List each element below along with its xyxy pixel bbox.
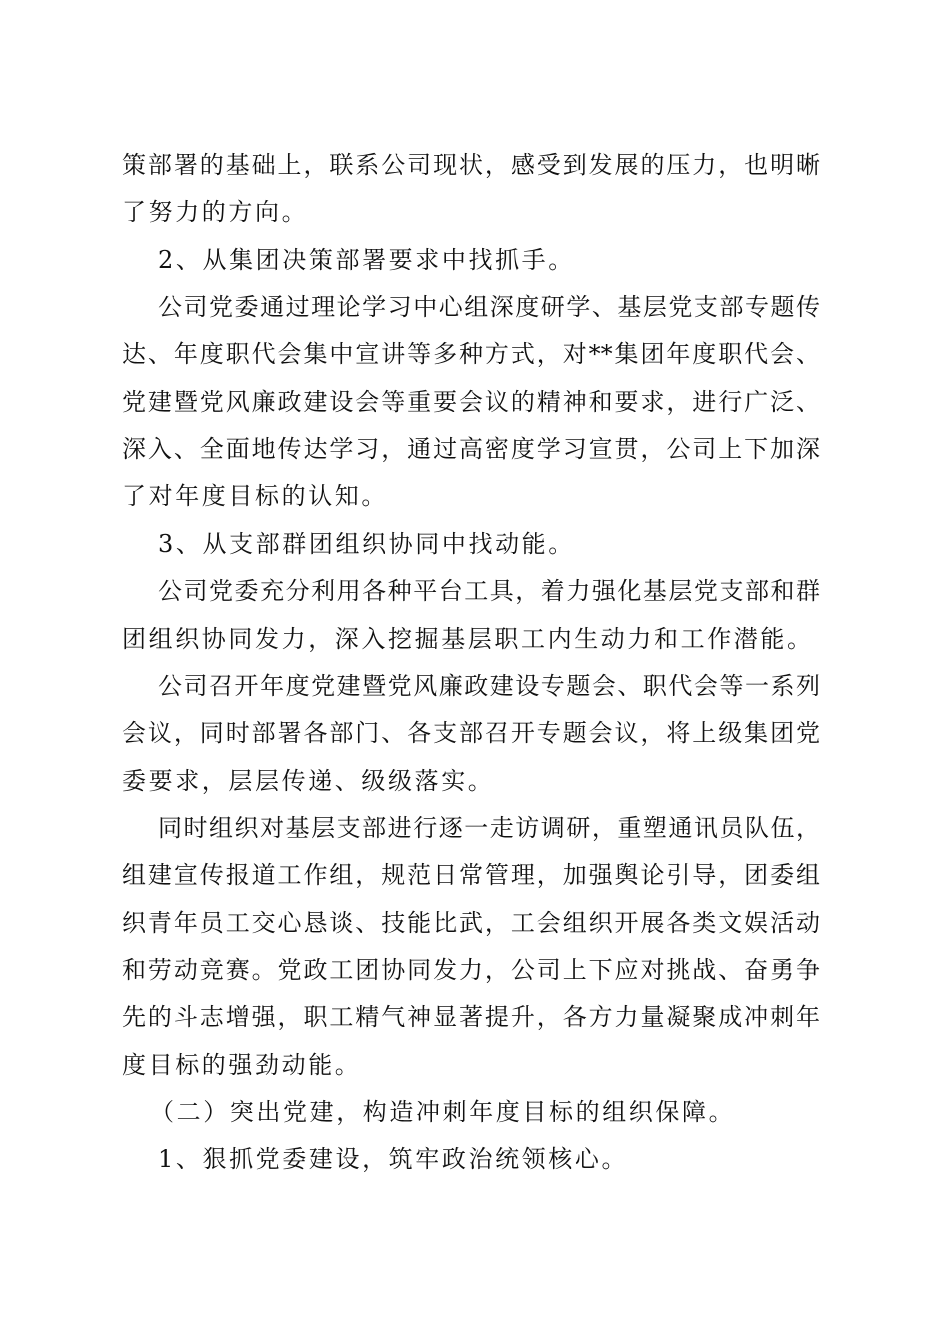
paragraph-first-line: 2、从集团决策部署要求中找抓手。 [158, 245, 575, 274]
paragraph-line: 了对年度目标的认知。 [122, 482, 388, 511]
paragraph-line: 织青年员工交心恳谈、技能比武，工会组织开展各类文娱活动 [122, 908, 820, 937]
section-heading: （二）突出党建，构造冲刺年度目标的组织保障。 [150, 1098, 736, 1126]
paragraph-first-line: 1、狠抓党委建设，筑牢政治统领核心。 [158, 1145, 629, 1174]
paragraph-line: 组建宣传报道工作组，规范日常管理，加强舆论引导，团委组 [122, 861, 820, 890]
paragraph-line: 会议，同时部署各部门、各支部召开专题会议，将上级集团党 [122, 719, 820, 748]
paragraph-line: 团组织协同发力，深入挖掘基层职工内生动力和工作潜能。 [122, 624, 814, 653]
paragraph-first-line: 公司党委通过理论学习中心组深度研学、基层党支部专题传 [158, 293, 820, 322]
paragraph-first-line: 同时组织对基层支部进行逐一走访调研，重塑通讯员队伍， [158, 813, 820, 842]
paragraph-line: 委要求，层层传递、级级落实。 [122, 766, 495, 795]
paragraph-line: 度目标的强劲动能。 [122, 1050, 362, 1079]
paragraph-first-line: 公司党委充分利用各种平台工具，着力强化基层党支部和群 [158, 577, 820, 606]
paragraph-line: 策部署的基础上，联系公司现状，感受到发展的压力，也明晰 [122, 151, 820, 179]
paragraph-line: 达、年度职代会集中宣讲等多种方式，对**集团年度职代会、 [122, 340, 820, 369]
paragraph-first-line: 公司召开年度党建暨党风廉政建设专题会、职代会等一系列 [158, 671, 820, 700]
paragraph-line: 党建暨党风廉政建设会等重要会议的精神和要求，进行广泛、 [122, 387, 820, 416]
paragraph-line: 和劳动竞赛。党政工团协同发力，公司上下应对挑战、奋勇争 [122, 955, 820, 984]
paragraph-line: 了努力的方向。 [122, 198, 309, 227]
paragraph-line: 深入、全面地传达学习，通过高密度学习宣贯，公司上下加深 [122, 435, 820, 464]
paragraph-first-line: 3、从支部群团组织协同中找动能。 [158, 529, 575, 558]
paragraph-line: 先的斗志增强，职工精气神显著提升，各方力量凝聚成冲刺年 [122, 1003, 820, 1032]
